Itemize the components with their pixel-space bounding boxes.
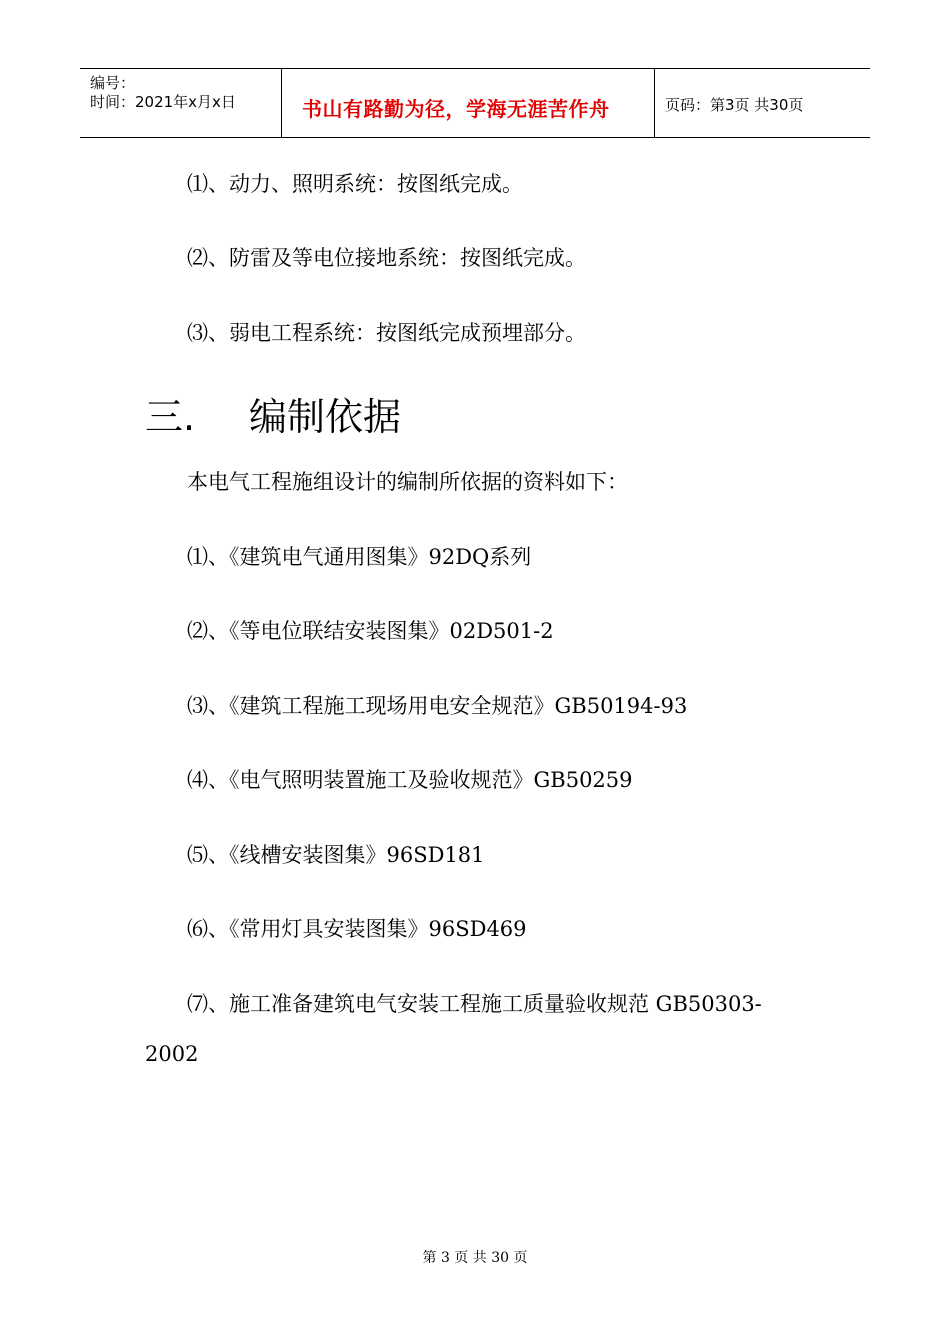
page-footer: 第 3 页 共 30 页 (422, 1250, 528, 1266)
section-intro: 本电气工程施组设计的编制所依据的资料如下： (187, 470, 628, 494)
section-heading (145, 386, 401, 441)
section-number: 三. (145, 395, 196, 439)
section-title: 编制依据 (249, 395, 402, 439)
header-meta-cell (80, 69, 282, 137)
reference-item-7-line2: 2002 (145, 1042, 199, 1066)
doc-number-label: 编号： (90, 74, 136, 92)
header-page-info: 页码：第3页 共30页 (665, 96, 804, 114)
reference-item-5: ⑸、《线槽安装图集》96SD181 (187, 843, 485, 867)
header-motto-cell (282, 69, 655, 137)
header-motto: 书山有路勤为径，学海无涯苦作舟 (302, 97, 610, 121)
page-header (80, 68, 870, 138)
reference-item-1: ⑴、《建筑电气通用图集》92DQ系列 (187, 545, 532, 569)
reference-item-4: ⑷、《电气照明装置施工及验收规范》GB50259 (187, 768, 633, 792)
intro-item-2: ⑵、防雷及等电位接地系统：按图纸完成。 (187, 246, 586, 270)
doc-time-label: 时间：2021年x月x日 (90, 93, 236, 111)
intro-item-3: ⑶、弱电工程系统：按图纸完成预埋部分。 (187, 321, 586, 345)
reference-item-2: ⑵、《等电位联结安装图集》02D501-2 (187, 619, 554, 643)
reference-item-6: ⑹、《常用灯具安装图集》96SD469 (187, 917, 527, 941)
reference-item-3: ⑶、《建筑工程施工现场用电安全规范》GB50194-93 (187, 694, 688, 718)
intro-item-1: ⑴、动力、照明系统：按图纸完成。 (187, 172, 523, 196)
reference-item-7-line1: ⑺、施工准备建筑电气安装工程施工质量验收规范 GB50303- (187, 992, 762, 1016)
header-page-cell (655, 69, 870, 137)
